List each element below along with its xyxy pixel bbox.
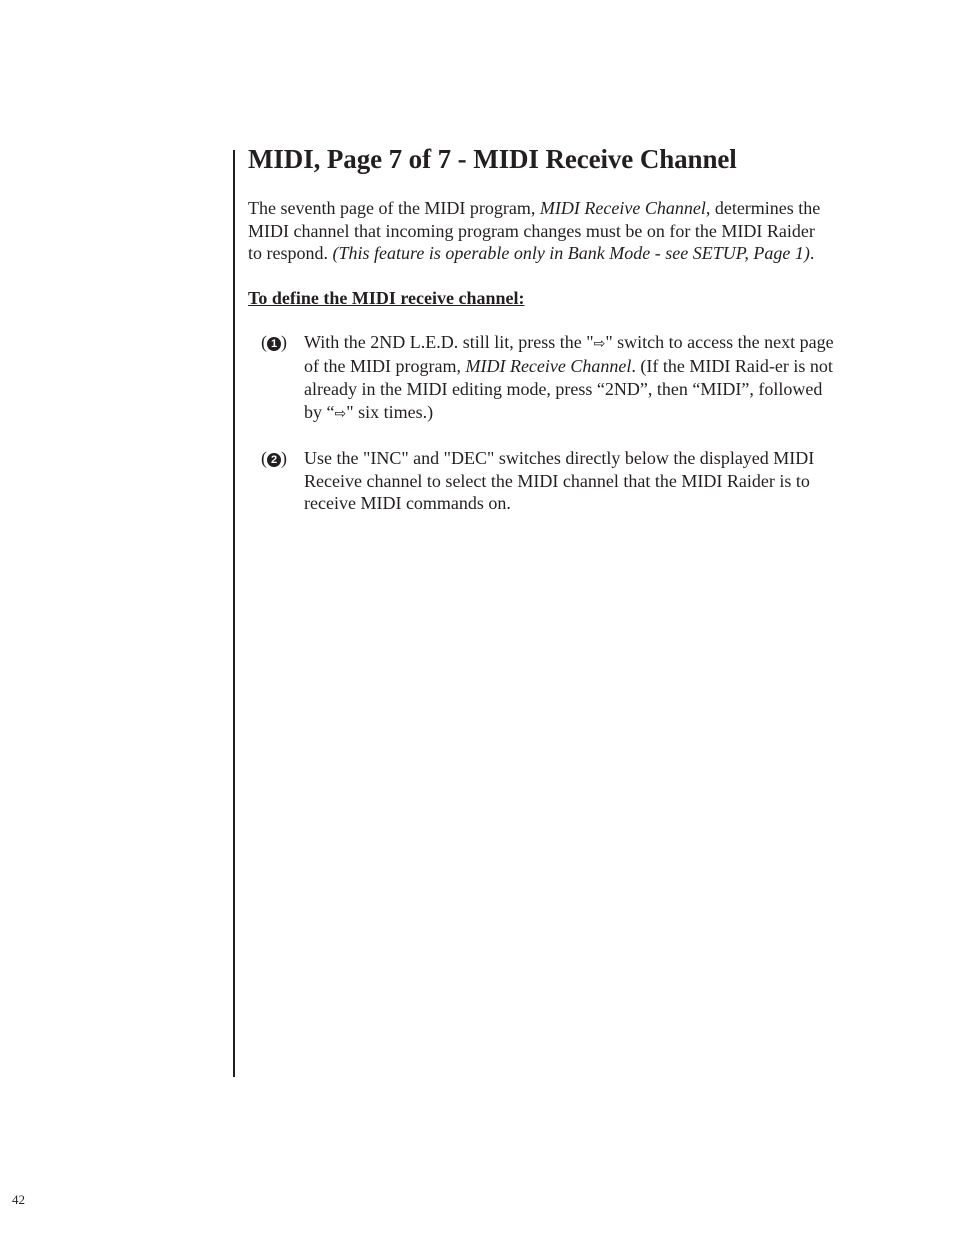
procedure-heading: To define the MIDI receive channel: xyxy=(248,287,525,308)
program-name: MIDI Receive Channel xyxy=(539,198,706,218)
step-1: ( 1 ) With the 2ND L.E.D. still lit, press the "⇨" switch to access the next page of the MIDI program, MIDI Receive Channel. (If the MIDI Raid-er is not already in the MIDI editing mode, press “2ND”, then “MIDI”, followed by “⇨" six times.) xyxy=(261,331,834,422)
step-2: ( 2 ) Use the "INC" and "DEC" switches directly below the displayed MIDI Receive channel to select the MIDI channel that the MIDI Raider is to receive MIDI commands on. xyxy=(261,448,815,514)
bank-mode-note: (This feature is operable only in Bank Mode - see SETUP, Page 1) xyxy=(332,243,810,264)
page-number: 42 xyxy=(12,1192,25,1207)
right-arrow-icon: ⇨ xyxy=(593,335,606,352)
margin-rule xyxy=(233,150,235,1077)
step-1-marker: ( 1 ) xyxy=(261,331,287,352)
intro-paragraph: The seventh page of the MIDI program, MIDI Receive Channel, determines the MIDI channel that incoming program changes must be on for the MIDI Raider to respond. (This feature is operable only in Bank Mode - see SETUP, Page 1). xyxy=(248,198,821,264)
circled-number-1-icon: 1 xyxy=(267,337,281,351)
step-2-marker: ( 2 ) xyxy=(261,448,287,469)
right-arrow-icon: ⇨ xyxy=(334,405,347,422)
circled-number-2-icon: 2 xyxy=(267,453,281,467)
page-content xyxy=(248,140,848,515)
page-title: MIDI, Page 7 of 7 - MIDI Receive Channel xyxy=(248,144,737,174)
